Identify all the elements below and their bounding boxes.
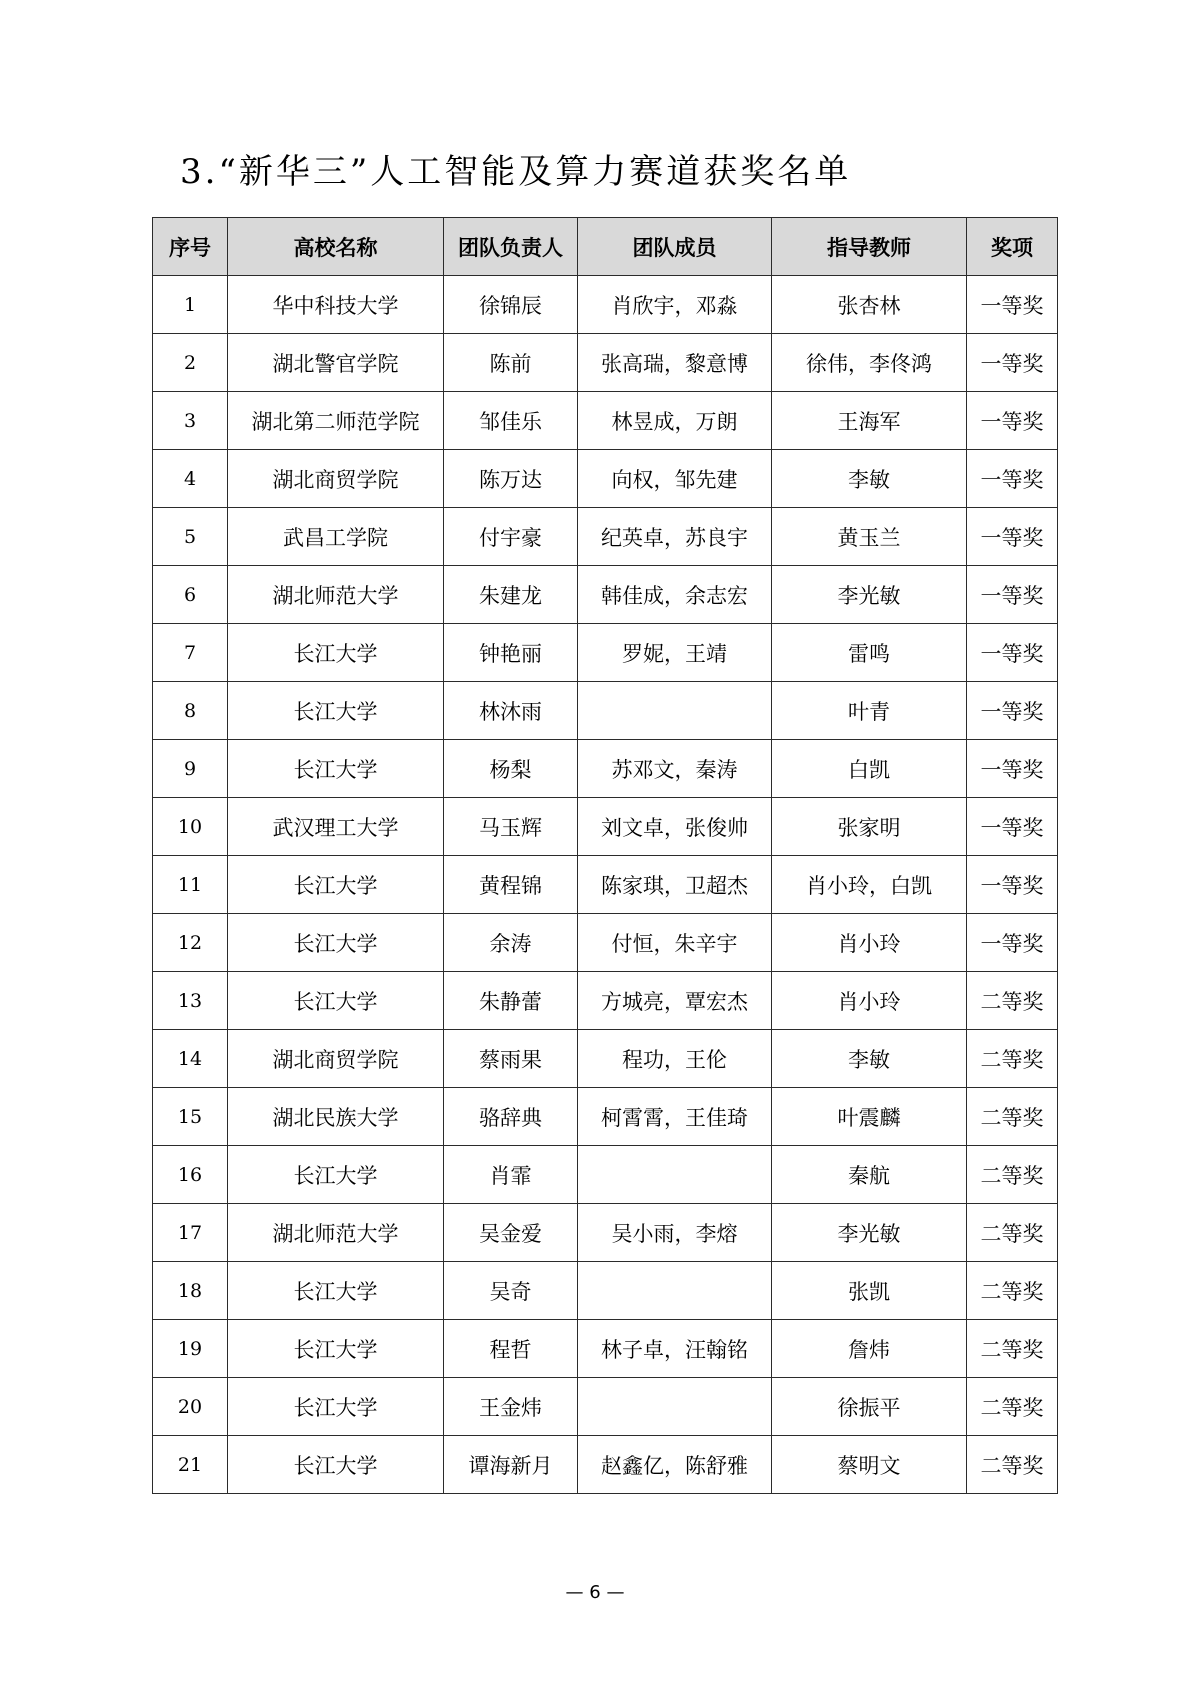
- cell-advisor: 雷鸣: [772, 624, 967, 682]
- cell-award: 二等奖: [967, 1088, 1058, 1146]
- cell-leader: 余涛: [444, 914, 578, 972]
- cell-school: 长江大学: [228, 1436, 444, 1494]
- cell-no: 3: [153, 392, 228, 450]
- cell-school: 长江大学: [228, 1320, 444, 1378]
- cell-no: 10: [153, 798, 228, 856]
- cell-school: 长江大学: [228, 1378, 444, 1436]
- cell-no: 15: [153, 1088, 228, 1146]
- cell-advisor: 张凯: [772, 1262, 967, 1320]
- cell-award: 一等奖: [967, 450, 1058, 508]
- cell-leader: 陈前: [444, 334, 578, 392]
- table-header-row: [153, 218, 1058, 276]
- cell-advisor: 肖小玲，白凯: [772, 856, 967, 914]
- table-row: [153, 1262, 1058, 1320]
- table-row: [153, 1436, 1058, 1494]
- cell-award: 二等奖: [967, 1378, 1058, 1436]
- cell-advisor: 叶青: [772, 682, 967, 740]
- cell-award: 一等奖: [967, 740, 1058, 798]
- table-row: [153, 276, 1058, 334]
- cell-advisor: 黄玉兰: [772, 508, 967, 566]
- cell-award: 一等奖: [967, 334, 1058, 392]
- header-leader: 团队负责人: [444, 218, 578, 276]
- cell-leader: 马玉辉: [444, 798, 578, 856]
- cell-school: 武昌工学院: [228, 508, 444, 566]
- cell-no: 2: [153, 334, 228, 392]
- cell-award: 一等奖: [967, 276, 1058, 334]
- cell-advisor: 张杏林: [772, 276, 967, 334]
- cell-leader: 林沐雨: [444, 682, 578, 740]
- table-row: [153, 334, 1058, 392]
- cell-advisor: 詹炜: [772, 1320, 967, 1378]
- cell-school: 湖北师范大学: [228, 566, 444, 624]
- cell-no: 17: [153, 1204, 228, 1262]
- cell-advisor: 徐伟，李佟鸿: [772, 334, 967, 392]
- cell-school: 华中科技大学: [228, 276, 444, 334]
- cell-members: 林子卓，汪翰铭: [578, 1320, 772, 1378]
- cell-no: 9: [153, 740, 228, 798]
- table-row: [153, 566, 1058, 624]
- table-row: [153, 798, 1058, 856]
- cell-school: 湖北师范大学: [228, 1204, 444, 1262]
- cell-members: 韩佳成，余志宏: [578, 566, 772, 624]
- cell-award: 二等奖: [967, 1204, 1058, 1262]
- cell-advisor: 秦航: [772, 1146, 967, 1204]
- cell-leader: 蔡雨果: [444, 1030, 578, 1088]
- cell-advisor: 李光敏: [772, 1204, 967, 1262]
- cell-leader: 程哲: [444, 1320, 578, 1378]
- cell-advisor: 张家明: [772, 798, 967, 856]
- cell-award: 一等奖: [967, 566, 1058, 624]
- cell-no: 18: [153, 1262, 228, 1320]
- table-row: [153, 914, 1058, 972]
- cell-members: [578, 1262, 772, 1320]
- table-row: [153, 508, 1058, 566]
- cell-leader: 谭海新月: [444, 1436, 578, 1494]
- cell-no: 8: [153, 682, 228, 740]
- cell-advisor: 王海军: [772, 392, 967, 450]
- cell-award: 一等奖: [967, 624, 1058, 682]
- cell-no: 13: [153, 972, 228, 1030]
- cell-school: 长江大学: [228, 682, 444, 740]
- cell-award: 二等奖: [967, 1030, 1058, 1088]
- cell-members: 纪英卓，苏良宇: [578, 508, 772, 566]
- cell-school: 长江大学: [228, 1262, 444, 1320]
- cell-no: 16: [153, 1146, 228, 1204]
- cell-school: 湖北商贸学院: [228, 1030, 444, 1088]
- table-row: [153, 856, 1058, 914]
- cell-members: 向权，邹先建: [578, 450, 772, 508]
- table-row: [153, 450, 1058, 508]
- cell-award: 二等奖: [967, 1320, 1058, 1378]
- header-no: 序号: [153, 218, 228, 276]
- cell-award: 一等奖: [967, 856, 1058, 914]
- table-row: [153, 392, 1058, 450]
- cell-members: 吴小雨，李熔: [578, 1204, 772, 1262]
- cell-members: 刘文卓，张俊帅: [578, 798, 772, 856]
- cell-award: 一等奖: [967, 392, 1058, 450]
- cell-advisor: 肖小玲: [772, 914, 967, 972]
- cell-advisor: 蔡明文: [772, 1436, 967, 1494]
- cell-no: 19: [153, 1320, 228, 1378]
- table-row: [153, 1030, 1058, 1088]
- cell-members: 陈家琪，卫超杰: [578, 856, 772, 914]
- cell-no: 5: [153, 508, 228, 566]
- header-advisor: 指导教师: [772, 218, 967, 276]
- cell-award: 一等奖: [967, 798, 1058, 856]
- cell-school: 长江大学: [228, 1146, 444, 1204]
- cell-no: 12: [153, 914, 228, 972]
- table-row: [153, 624, 1058, 682]
- cell-school: 长江大学: [228, 972, 444, 1030]
- cell-leader: 骆辞典: [444, 1088, 578, 1146]
- cell-leader: 吴金爱: [444, 1204, 578, 1262]
- cell-leader: 王金炜: [444, 1378, 578, 1436]
- cell-leader: 肖霏: [444, 1146, 578, 1204]
- cell-school: 长江大学: [228, 856, 444, 914]
- cell-leader: 杨梨: [444, 740, 578, 798]
- cell-leader: 钟艳丽: [444, 624, 578, 682]
- table-row: [153, 1378, 1058, 1436]
- cell-school: 湖北警官学院: [228, 334, 444, 392]
- cell-no: 21: [153, 1436, 228, 1494]
- cell-school: 长江大学: [228, 914, 444, 972]
- cell-advisor: 白凯: [772, 740, 967, 798]
- cell-members: 林昱成，万朗: [578, 392, 772, 450]
- cell-leader: 陈万达: [444, 450, 578, 508]
- cell-award: 二等奖: [967, 1262, 1058, 1320]
- cell-members: 柯霄霄，王佳琦: [578, 1088, 772, 1146]
- cell-members: 赵鑫亿，陈舒雅: [578, 1436, 772, 1494]
- cell-members: 付恒，朱辛宇: [578, 914, 772, 972]
- table-row: [153, 972, 1058, 1030]
- cell-award: 二等奖: [967, 1436, 1058, 1494]
- table-row: [153, 1204, 1058, 1262]
- cell-advisor: 肖小玲: [772, 972, 967, 1030]
- cell-no: 4: [153, 450, 228, 508]
- cell-members: 张高瑞，黎意博: [578, 334, 772, 392]
- cell-leader: 朱建龙: [444, 566, 578, 624]
- table-row: [153, 740, 1058, 798]
- cell-leader: 吴奇: [444, 1262, 578, 1320]
- cell-members: [578, 682, 772, 740]
- cell-leader: 黄程锦: [444, 856, 578, 914]
- cell-school: 湖北民族大学: [228, 1088, 444, 1146]
- cell-award: 二等奖: [967, 972, 1058, 1030]
- cell-leader: 徐锦辰: [444, 276, 578, 334]
- cell-no: 14: [153, 1030, 228, 1088]
- cell-award: 一等奖: [967, 508, 1058, 566]
- cell-advisor: 李敏: [772, 1030, 967, 1088]
- cell-members: 罗妮，王靖: [578, 624, 772, 682]
- cell-leader: 邹佳乐: [444, 392, 578, 450]
- cell-advisor: 李敏: [772, 450, 967, 508]
- cell-leader: 朱静蕾: [444, 972, 578, 1030]
- cell-members: 程功，王伦: [578, 1030, 772, 1088]
- cell-award: 一等奖: [967, 914, 1058, 972]
- cell-no: 7: [153, 624, 228, 682]
- cell-no: 11: [153, 856, 228, 914]
- cell-members: 方城亮，覃宏杰: [578, 972, 772, 1030]
- cell-members: [578, 1378, 772, 1436]
- cell-no: 20: [153, 1378, 228, 1436]
- cell-school: 武汉理工大学: [228, 798, 444, 856]
- table-row: [153, 1320, 1058, 1378]
- cell-school: 长江大学: [228, 740, 444, 798]
- cell-award: 一等奖: [967, 682, 1058, 740]
- cell-leader: 付宇豪: [444, 508, 578, 566]
- table-row: [153, 682, 1058, 740]
- cell-members: 苏邓文，秦涛: [578, 740, 772, 798]
- page-title: 3.“新华三”人工智能及算力赛道获奖名单: [180, 152, 852, 192]
- table-row: [153, 1146, 1058, 1204]
- cell-school: 湖北第二师范学院: [228, 392, 444, 450]
- header-members: 团队成员: [578, 218, 772, 276]
- table-row: [153, 1088, 1058, 1146]
- cell-award: 二等奖: [967, 1146, 1058, 1204]
- cell-school: 长江大学: [228, 624, 444, 682]
- cell-members: 肖欣宇，邓淼: [578, 276, 772, 334]
- cell-advisor: 徐振平: [772, 1378, 967, 1436]
- header-award: 奖项: [967, 218, 1058, 276]
- cell-advisor: 李光敏: [772, 566, 967, 624]
- cell-no: 6: [153, 566, 228, 624]
- cell-no: 1: [153, 276, 228, 334]
- page-number: — 6 —: [565, 1582, 625, 1603]
- cell-members: [578, 1146, 772, 1204]
- cell-school: 湖北商贸学院: [228, 450, 444, 508]
- header-school: 高校名称: [228, 218, 444, 276]
- award-table: [152, 217, 1058, 1494]
- cell-advisor: 叶震麟: [772, 1088, 967, 1146]
